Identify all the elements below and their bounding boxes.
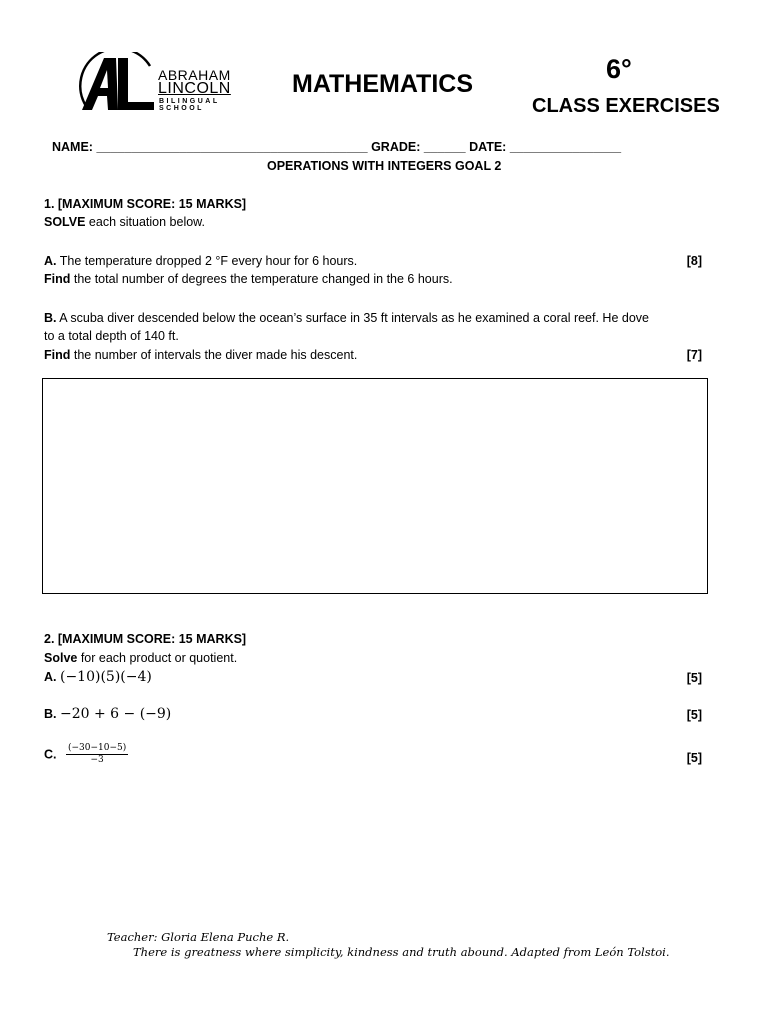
q1a-text: The temperature dropped 2 °F every hour for 6 hours. [56,254,358,268]
school-subtitle-line2: SCHOOL [159,105,204,112]
q1b-find [44,348,357,362]
grade-number: 6° [606,54,632,84]
class-exercises-title: CLASS EXERCISES [532,95,720,117]
q2a-item [44,669,152,685]
q2c-label: C. [44,747,57,762]
topic-title: OPERATIONS WITH INTEGERS GOAL 2 [267,159,502,173]
subject-title: MATHEMATICS [292,70,473,98]
q2b-label: B. [44,707,57,721]
q1-instruction [44,215,205,229]
school-name-line2: LINCOLN [158,80,231,97]
school-name-line1: ABRAHAM [158,67,231,83]
teacher-name: Teacher: Gloria Elena Puche R. [107,930,290,944]
q1-instruction-verb: SOLVE [44,215,86,229]
q1b-find-text: the number of intervals the diver made his descent. [70,348,358,362]
q1b-statement [44,311,649,325]
footer-quote: There is greatness where simplicity, kindness and truth abound. Adapted from León Tolstoi. [133,945,670,959]
date-field[interactable]: ________________ [509,140,622,154]
q1b-text-line2: to a total depth of 140 ft. [44,329,179,343]
school-logo-icon [78,52,158,114]
q2b-marks: [5] [686,708,702,722]
date-label: DATE: [469,140,507,154]
q2a-expression: (−10)(5)(−4) [59,669,152,685]
q1a-find-verb: Find [44,272,71,286]
q2a-marks: [5] [686,671,702,685]
school-subtitle [159,98,220,112]
q2-heading: 2. [MAXIMUM SCORE: 15 MARKS] [44,632,247,646]
q2b-expression: −20 + 6 − (−9) [59,706,172,722]
grade-field[interactable]: ______ [423,140,466,154]
q1-heading: 1. [MAXIMUM SCORE: 15 MARKS] [44,197,247,211]
q2-instruction-text: for each product or quotient. [77,651,238,665]
q1b-find-verb: Find [44,348,71,362]
q2a-label: A. [44,670,57,684]
school-name [158,68,231,96]
grade-label: GRADE: [371,140,421,154]
q2c-denominator: −3 [90,755,104,765]
name-field[interactable]: _______________________________________ [96,140,368,154]
q1a-label: A. [44,254,57,268]
name-label: NAME: [52,140,93,154]
q1b-label: B. [44,311,57,325]
answer-box[interactable] [42,378,708,594]
q1a-find-text: the total number of degrees the temperature changed in the 6 hours. [70,272,453,286]
q1a-statement [44,254,357,268]
q2-instruction-verb: Solve [44,651,78,665]
q2-instruction [44,651,237,665]
q2c-marks: [5] [686,751,702,765]
q1a-find [44,272,453,286]
q2c-item [44,743,128,766]
q1b-text-line1: A scuba diver descended below the ocean’s surface in 35 ft intervals as he examined a coral reef. He dove [56,311,649,325]
student-info-row [52,140,621,154]
q2c-numerator: (−30−10−5) [67,743,127,753]
q2c-fraction [66,743,128,766]
q2b-item [44,706,171,722]
school-subtitle-line1: BILINGUAL [159,98,220,105]
q1-instruction-text: each situation below. [85,215,205,229]
q1a-marks: [8] [686,254,702,268]
q1b-marks: [7] [686,348,702,362]
